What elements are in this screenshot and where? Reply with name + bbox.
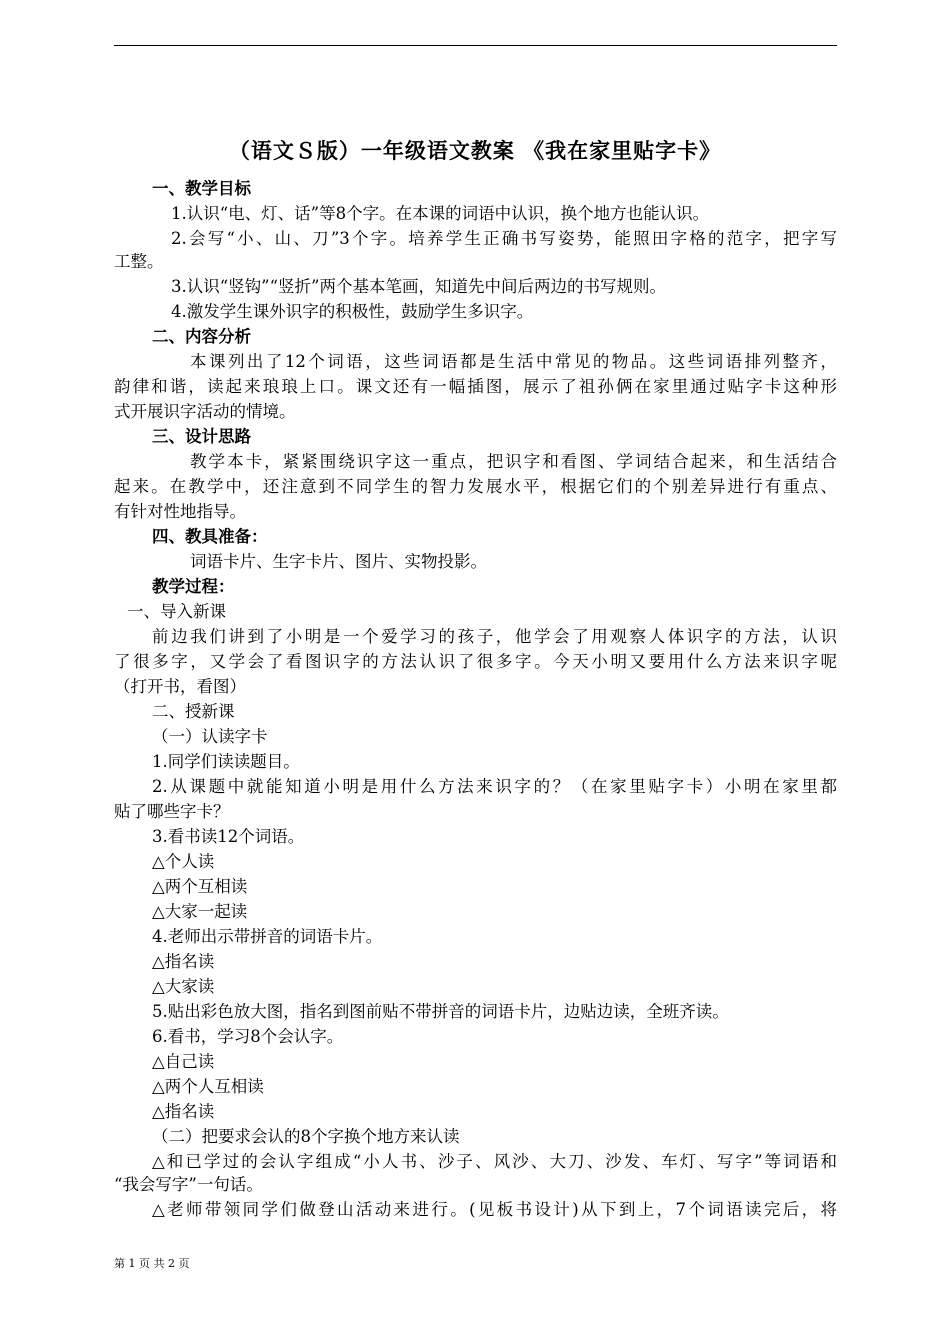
text-line: 2.会写“小、山、刀”3个字。培养学生正确书写姿势，能照田字格的范字，把字写 xyxy=(171,229,837,248)
text-line: △两个人互相读 xyxy=(152,1077,264,1096)
text-line: 韵律和谐，读起来琅琅上口。课文还有一幅插图，展示了祖孙俩在家里通过贴字卡这种形 xyxy=(114,377,837,396)
text-line: △和已学过的会认字组成“小人书、沙子、风沙、大刀、沙发、车灯、写字”等词语和 xyxy=(152,1152,837,1171)
text-line: 一、导入新课 xyxy=(127,602,226,621)
text-line: 5.贴出彩色放大图，指名到图前贴不带拼音的词语卡片，边贴边读，全班齐读。 xyxy=(152,1002,729,1021)
text-line: 二、授新课 xyxy=(152,702,235,721)
text-line: 1.同学们读读题目。 xyxy=(152,752,300,771)
text-line: 1.认识“电、灯、话”等8个字。在本课的词语中认识，换个地方也能认识。 xyxy=(171,204,710,223)
section-heading: 三、设计思路 xyxy=(152,427,251,446)
page-footer: 第 1 页 共 2 页 xyxy=(114,1257,190,1270)
text-line: △指名读 xyxy=(152,1102,215,1121)
text-line: 3.看书读12个词语。 xyxy=(152,827,305,846)
text-line: △指名读 xyxy=(152,952,215,971)
text-line: 本课列出了12个词语，这些词语都是生活中常见的物品。这些词语排列整齐， xyxy=(190,352,837,371)
text-line: 4.激发学生课外识字的积极性，鼓励学生多识字。 xyxy=(171,302,534,321)
text-line: 有针对性地指导。 xyxy=(114,502,246,521)
text-line: 词语卡片、生字卡片、图片、实物投影。 xyxy=(190,552,487,571)
text-line: 了很多字，又学会了看图识字的方法认识了很多字。今天小明又要用什么方法来识字呢 xyxy=(114,652,837,671)
text-line: “我会写字”一句话。 xyxy=(114,1175,263,1194)
document-title: （语文Ｓ版）一年级语文教案 《我在家里贴字卡》 xyxy=(228,138,722,163)
section-heading: 教学过程： xyxy=(152,577,235,596)
text-line: 6.看书，学习8个会认字。 xyxy=(152,1027,344,1046)
text-line: （一）认读字卡 xyxy=(152,727,268,746)
section-heading: 四、教具准备： xyxy=(152,527,268,546)
text-line: 式开展识字活动的情境。 xyxy=(114,402,296,421)
section-heading: 二、内容分析 xyxy=(152,327,251,346)
text-line: 工整。 xyxy=(114,252,164,271)
header-rule xyxy=(114,45,837,46)
text-line: 贴了哪些字卡？ xyxy=(114,802,230,821)
text-line: △自己读 xyxy=(152,1052,215,1071)
section-heading: 一、教学目标 xyxy=(152,179,251,198)
text-line: （二）把要求会认的8个字换个地方来认读 xyxy=(152,1127,460,1146)
text-line: △两个互相读 xyxy=(152,877,248,896)
text-line: △老师带领同学们做登山活动来进行。(见板书设计)从下到上，7个词语读完后，将 xyxy=(152,1200,837,1219)
text-line: 前边我们讲到了小明是一个爱学习的孩子，他学会了用观察人体识字的方法，认识 xyxy=(152,627,837,646)
text-line: （打开书，看图） xyxy=(114,677,246,696)
text-line: 4.老师出示带拼音的词语卡片。 xyxy=(152,927,383,946)
text-line: △大家读 xyxy=(152,977,215,996)
text-line: △大家一起读 xyxy=(152,902,248,921)
text-line: △个人读 xyxy=(152,852,215,871)
text-line: 教学本卡，紧紧围绕识字这一重点，把识字和看图、学词结合起来，和生活结合 xyxy=(190,452,837,471)
text-line: 2.从课题中就能知道小明是用什么方法来识字的？（在家里贴字卡）小明在家里都 xyxy=(152,777,837,796)
text-line: 3.认识“竖钩”“竖折”两个基本笔画，知道先中间后两边的书写规则。 xyxy=(171,277,666,296)
text-line: 起来。在教学中，还注意到不同学生的智力发展水平，根据它们的个别差异进行有重点、 xyxy=(114,477,837,496)
